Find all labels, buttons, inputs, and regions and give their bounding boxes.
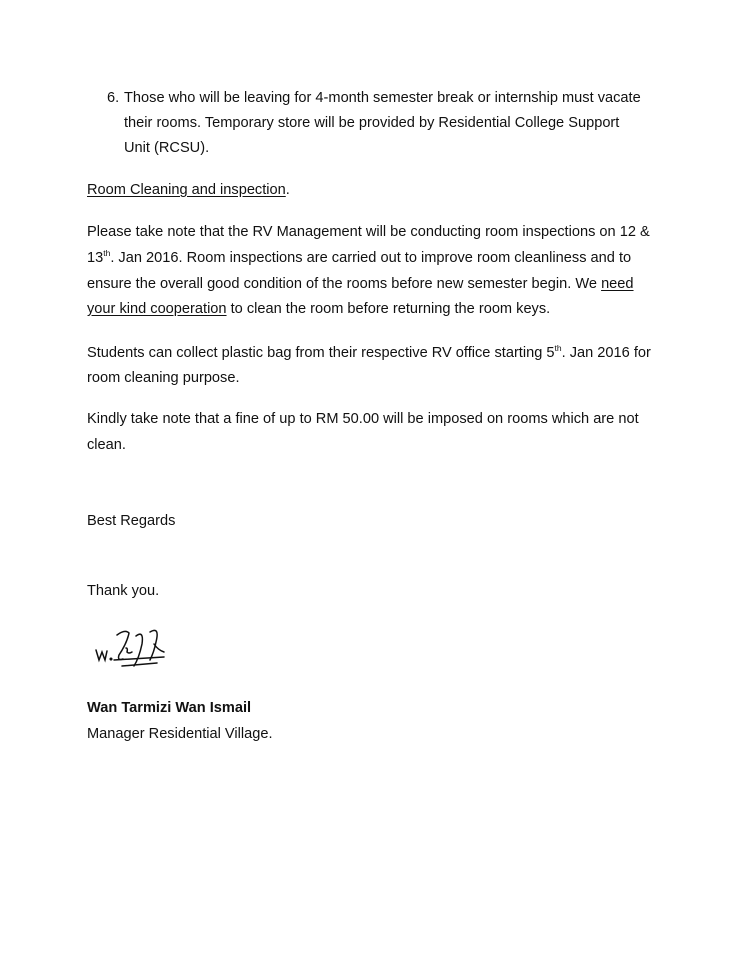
- text-line: 13th. Jan 2016. Room inspections are carried out to improve room cleanliness and to: [87, 248, 632, 266]
- text-line: room cleaning purpose.: [87, 370, 240, 386]
- text-line: Those who will be leaving for 4-month semester break or internship must vacate: [124, 90, 641, 106]
- text-line: clean.: [87, 437, 126, 453]
- signature: [84, 622, 174, 677]
- text-line: ensure the overall good condition of the rooms before new semester begin. We need: [87, 276, 634, 292]
- signatory-name: Wan Tarmizi Wan Ismail: [87, 700, 252, 716]
- thanks: Thank you.: [87, 583, 160, 599]
- text-line: Unit (RCSU).: [124, 140, 210, 156]
- section-heading: Room Cleaning and inspection.: [87, 182, 290, 198]
- text-line: your kind cooperation to clean the room before returning the room keys.: [87, 301, 551, 317]
- signatory-title: Manager Residential Village.: [87, 726, 273, 742]
- text-line: Students can collect plastic bag from their respective RV office starting 5th. Jan 2016 for: [87, 343, 651, 361]
- text-line: Kindly take note that a fine of up to RM 50.00 will be imposed on rooms which are not: [87, 411, 639, 427]
- closing: Best Regards: [87, 513, 176, 529]
- list-number: 6.: [107, 90, 120, 106]
- text-line: their rooms. Temporary store will be provided by Residential College Support: [124, 115, 620, 131]
- text-line: Please take note that the RV Management will be conducting room inspections on 12 &: [87, 224, 650, 240]
